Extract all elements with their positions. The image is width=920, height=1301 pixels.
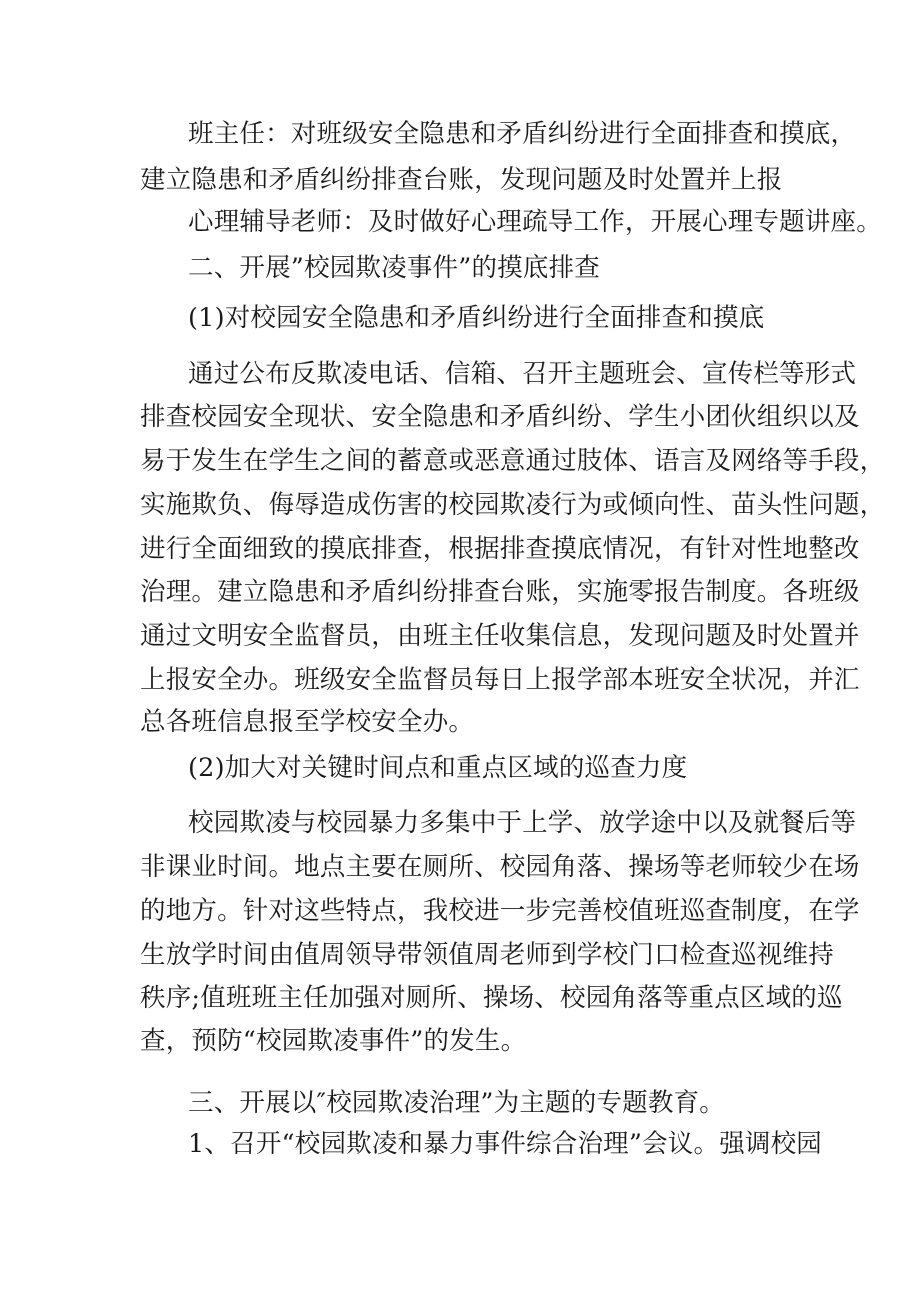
subsection-heading: (2)加大对关键时间点和重点区域的巡查力度 — [188, 753, 688, 783]
paragraph-line: 校园欺凌与校园暴力多集中于上学、放学途中以及就餐后等 — [188, 808, 857, 838]
section-heading: 三、开展以″校园欺凌治理”为主题的专题教育。 — [188, 1088, 725, 1118]
paragraph-line: 易于发生在学生之间的蓄意或恶意通过肢体、语言及网络等手段， — [140, 446, 886, 476]
paragraph-line: 通过公布反欺凌电话、信箱、召开主题班会、宣传栏等形式 — [188, 359, 857, 389]
paragraph-line: 排查校园安全现状、安全隐患和矛盾纠纷、学生小团伙组织以及 — [140, 402, 860, 432]
paragraph-line: 秩序;值班班主任加强对厕所、操场、校园角落等重点区域的巡 — [140, 983, 843, 1013]
paragraph-line: 班主任：对班级安全隐患和矛盾纠纷进行全面排查和摸底， — [188, 119, 857, 149]
paragraph-line: 通过文明安全监督员，由班主任收集信息，发现问题及时处置并 — [140, 621, 860, 651]
subsection-heading: (1)对校园安全隐患和矛盾纠纷进行全面排查和摸底 — [188, 303, 765, 333]
paragraph-line: 生放学时间由值周领导带领值周老师到学校门口检查巡视维持 — [140, 940, 834, 970]
paragraph-line: 建立隐患和矛盾纠纷排查台账，发现问题及时处置并上报 — [140, 165, 783, 195]
paragraph-line: 心理辅导老师：及时做好心理疏导工作，开展心理专题讲座。 — [188, 207, 882, 237]
paragraph-line: 非课业时间。地点主要在厕所、校园角落、操场等老师较少在场 — [140, 852, 860, 882]
paragraph-line: 1、召开“校园欺凌和暴力事件综合治理”会议。强调校园 — [188, 1129, 822, 1159]
paragraph-line: 的地方。针对这些特点，我校进一步完善校值班巡查制度，在学 — [140, 896, 860, 926]
paragraph-line: 查，预防“校园欺凌事件”的发生。 — [140, 1026, 527, 1056]
paragraph-line: 总各班信息报至学校安全办。 — [140, 707, 475, 737]
section-heading: 二、开展”校园欺凌事件”的摸底排查 — [188, 253, 600, 283]
paragraph-line: 上报安全办。班级安全监督员每日上报学部本班安全状况，并汇 — [140, 665, 860, 695]
paragraph-line: 进行全面细致的摸底排查，根据排查摸底情况，有针对性地整改 — [140, 534, 860, 564]
paragraph-line: 治理。建立隐患和矛盾纠纷排查台账，实施零报告制度。各班级 — [140, 577, 860, 607]
paragraph-line: 实施欺负、侮辱造成伤害的校园欺凌行为或倾向性、苗头性问题， — [140, 490, 886, 520]
